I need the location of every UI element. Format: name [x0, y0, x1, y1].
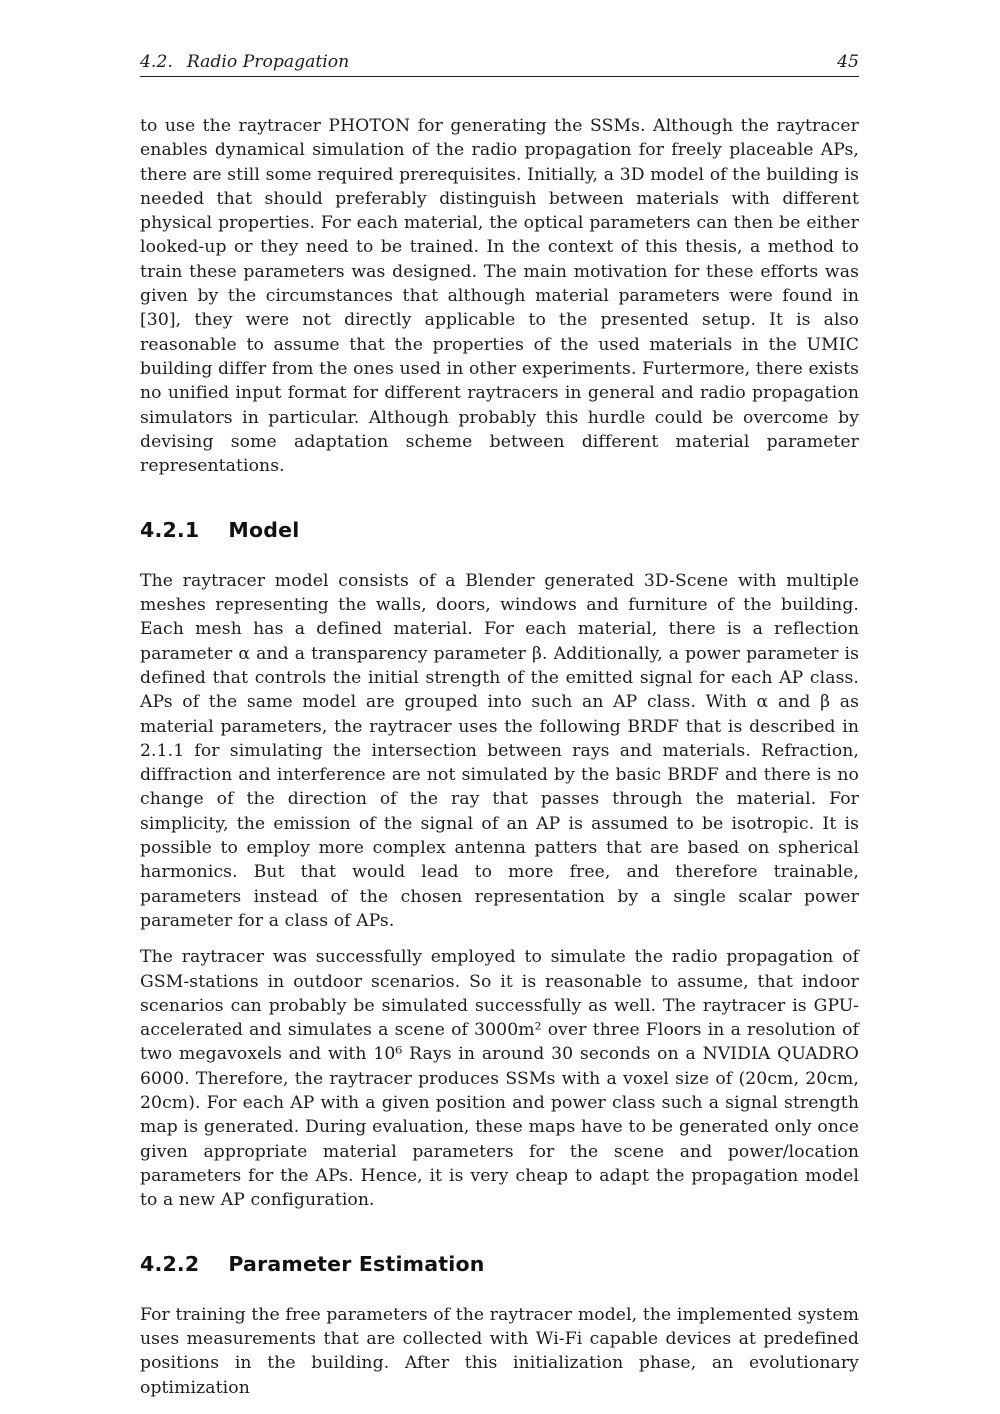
section-title: Model	[228, 518, 300, 543]
body-paragraph: to use the raytracer PHOTON for generating the SSMs. Although the raytracer enables dynamical simulation of the radio propagation for freely placeable APs, there are still some required prerequisites. Initially, a 3D model of the building is needed that should preferably distinguish between materials with different physical properties. For each material, the optical parameters can then be either looked-up or they need to be trained. In the context of this thesis, a method to train these parameters was designed. The main motivation for these efforts was given by the circumstances that although material parameters were found in [30], they were not directly applicable to the presented setup. It is also reasonable to assume that the properties of the used materials in the UMIC building differ from the ones used in other experiments. Furtermore, there exists no unified input format for different raytracers in general and radio propagation simulators in particular. Although probably this hurdle could be overcome by devising some adaptation scheme between different material parameter representations.	[140, 116, 859, 477]
section-title: Parameter Estimation	[228, 1252, 485, 1277]
section-heading-model	[140, 518, 859, 542]
section-heading-parameter-estimation	[140, 1252, 859, 1276]
header-page-number: 45	[837, 52, 859, 72]
body-text	[140, 114, 859, 1400]
body-paragraph: For training the free parameters of the raytracer model, the implemented system uses measurements that are collected with Wi-Fi capable devices at predefined positions in the building. After this initialization phase, an evolutionary optimization	[140, 1304, 859, 1398]
section-number: 4.2.1	[140, 518, 200, 543]
running-header	[140, 52, 859, 76]
section-number: 4.2.2	[140, 1252, 200, 1277]
body-paragraph: The raytracer model consists of a Blender generated 3D-Scene with multiple meshes representing the walls, doors, windows and furniture of the building. Each mesh has a defined material. For each material, there is a reflection parameter α and a transparency parameter β. Additionally, a power parameter is defined that controls the initial strength of the emitted signal for each AP class. APs of the same model are grouped into such an AP class. With α and β as material parameters, the raytracer uses the following BRDF that is described in 2.1.1 for simulating the intersection between rays and materials. Refraction, diffraction and interference are not simulated by the basic BRDF and there is no change of the direction of the ray that passes through the material. For simplicity, the emission of the signal of an AP is assumed to be isotropic. It is possible to employ more complex antenna patters that are based on spherical harmonics. But that would lead to more free, and therefore trainable, parameters instead of the chosen representation by a single scalar power parameter for a class of APs.	[140, 570, 859, 931]
header-section-label	[140, 52, 349, 72]
header-rule	[140, 76, 859, 77]
header-section-title: Radio Propagation	[186, 52, 350, 72]
page-content	[140, 52, 859, 1412]
body-paragraph: The raytracer was successfully employed to simulate the radio propagation of GSM-stations in outdoor scenarios. So it is reasonable to assume, that indoor scenarios can probably be simulated successfully as well. The raytracer is GPU-accelerated and simulates a scene of 3000m² over three Floors in a resolution of two megavoxels and with 10⁶ Rays in around 30 seconds on a NVIDIA QUADRO 6000. Therefore, the raytracer produces SSMs with a voxel size of (20cm, 20cm, 20cm). For each AP with a given position and power class such a signal strength map is generated. During evaluation, these maps have to be generated only once given appropriate material parameters for the scene and power/location parameters for the APs. Hence, it is very cheap to adapt the propagation model to a new AP configuration.	[140, 947, 859, 1211]
header-section-number: 4.2.	[140, 52, 173, 72]
